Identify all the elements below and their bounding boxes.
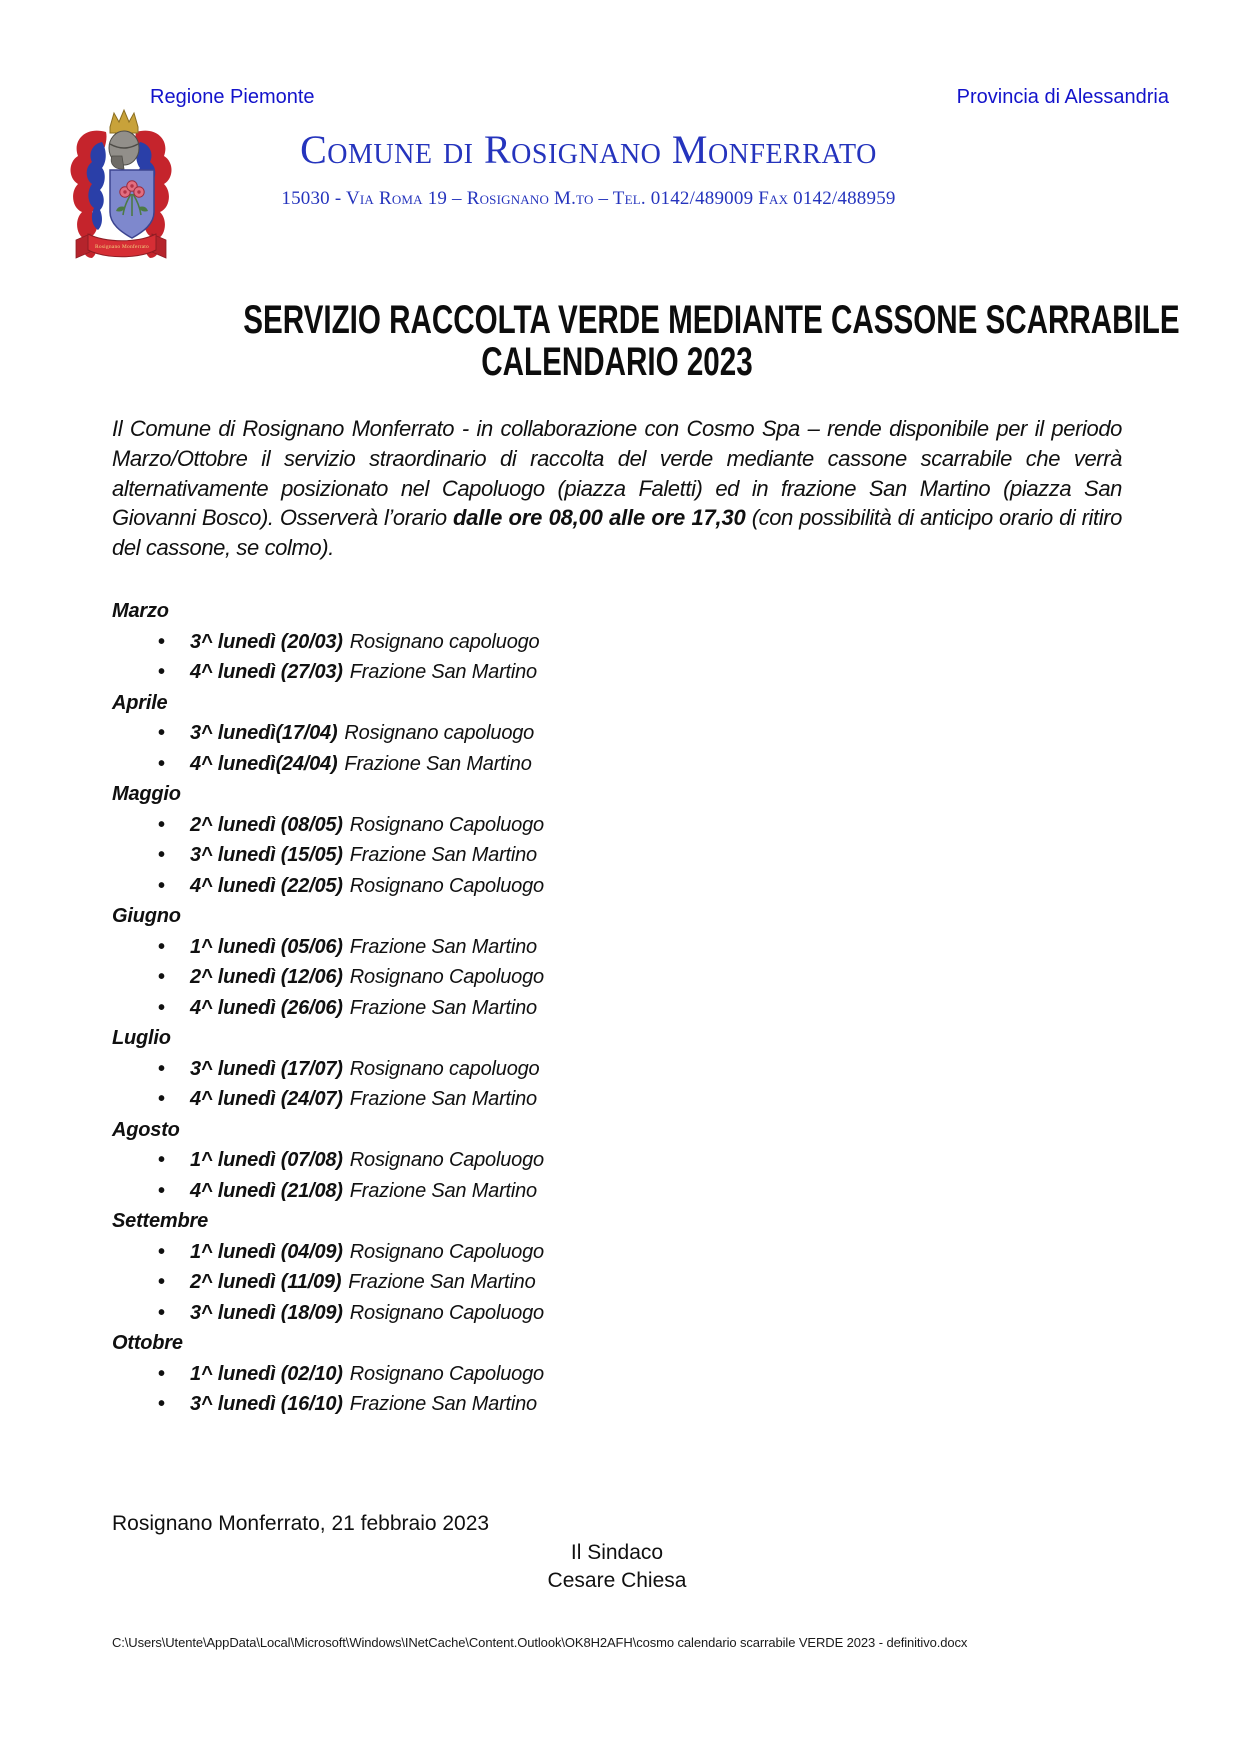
month-block xyxy=(112,901,1122,1023)
entry-date: 3^ lunedì(17/04) xyxy=(190,722,338,744)
calendar-entry xyxy=(112,932,1122,963)
month-name: Luglio xyxy=(112,1027,171,1049)
entry-location: Frazione San Martino xyxy=(349,1393,537,1415)
calendar-entry xyxy=(112,1176,1122,1207)
bullet-icon: • xyxy=(158,1088,165,1110)
bullet-icon: • xyxy=(158,752,165,775)
entry-date: 2^ lunedì (12/06) xyxy=(190,966,343,988)
entry-location: Frazione San Martino xyxy=(349,844,537,866)
entry-location: Rosignano capoluogo xyxy=(344,722,535,744)
intro-hours-bold: dalle ore 08,00 alle ore 17,30 xyxy=(453,505,746,531)
entry-date: 3^ lunedì (15/05) xyxy=(190,844,343,866)
entry-date: 4^ lunedì (21/08) xyxy=(190,1179,343,1202)
entry-location: Frazione San Martino xyxy=(348,1271,536,1293)
entry-location: Frazione San Martino xyxy=(349,1088,537,1110)
month-block xyxy=(112,1115,1122,1207)
calendar-entry xyxy=(112,1054,1122,1085)
bullet-icon: • xyxy=(158,1057,165,1080)
intro-paragraph xyxy=(112,414,1122,563)
month-block xyxy=(112,596,1122,688)
entry-location: Frazione San Martino xyxy=(349,1179,537,1202)
entry-location: Rosignano capoluogo xyxy=(349,630,540,653)
calendar-entry xyxy=(112,871,1122,902)
dateline: Rosignano Monferrato, 21 febbraio 2023 xyxy=(112,1512,490,1535)
month-name: Agosto xyxy=(112,1118,180,1141)
calendar-list xyxy=(112,596,1122,1420)
file-path: C:\Users\Utente\AppData\Local\Microsoft\Windows\INetCache\Content.Outlook\OK8H2AFH\cosmo calendario scarrabile VERDE 2023 - definitivo.docx xyxy=(112,1635,968,1650)
bullet-icon: • xyxy=(158,1149,165,1171)
entry-date: 3^ lunedì (20/03) xyxy=(190,630,343,653)
calendar-entry xyxy=(112,657,1122,688)
entry-date: 1^ lunedì (04/09) xyxy=(190,1240,343,1263)
entry-location: Rosignano capoluogo xyxy=(349,1057,540,1080)
month-name: Settembre xyxy=(112,1210,209,1232)
bullet-icon: • xyxy=(158,1301,165,1324)
entry-location: Rosignano Capoluogo xyxy=(349,966,544,988)
entry-location: Rosignano Capoluogo xyxy=(349,1362,544,1385)
signature-role: Il Sindaco xyxy=(570,1541,664,1564)
calendar-entry xyxy=(112,810,1122,841)
entry-date: 4^ lunedì (22/05) xyxy=(190,874,343,897)
calendar-entry xyxy=(112,1237,1122,1268)
calendar-entry xyxy=(112,1145,1122,1176)
month-entries xyxy=(112,1145,1122,1206)
entry-location: Frazione San Martino xyxy=(349,661,537,683)
month-entries xyxy=(112,627,1122,688)
intro-text-before: Il Comune di Rosignano Monferrato - in collaborazione con Cosmo Spa – rende disponibile per il periodo Marzo/Ottobre il servizio straordinario di raccolta del verde mediante cassone scarrabile che verrà alternativamente posizionato nel Capoluogo (piazza Faletti) ed in frazione San Martino (piazza San Giovanni Bosco). Osserverà l’orario xyxy=(112,416,1122,531)
calendar-entry xyxy=(112,962,1122,993)
document-title xyxy=(112,298,1180,384)
month-block xyxy=(112,779,1122,901)
calendar-entry xyxy=(112,749,1122,780)
entry-location: Rosignano Capoluogo xyxy=(349,813,544,836)
month-block xyxy=(112,688,1122,780)
entry-date: 3^ lunedì (16/10) xyxy=(190,1393,343,1415)
bullet-icon: • xyxy=(158,996,165,1019)
month-entries xyxy=(112,1359,1122,1420)
month-entries xyxy=(112,718,1122,779)
bullet-icon: • xyxy=(158,630,165,653)
entry-date: 3^ lunedì (17/07) xyxy=(190,1057,343,1080)
calendar-entry xyxy=(112,1084,1122,1115)
month-entries xyxy=(112,932,1122,1024)
entry-location: Rosignano Capoluogo xyxy=(349,1240,544,1263)
bullet-icon: • xyxy=(158,1393,165,1415)
intro-text-after: (con possibilità di anticipo orario di ritiro del cassone, se colmo). xyxy=(112,505,1122,561)
region-label: Regione Piemonte xyxy=(150,86,315,108)
bullet-icon: • xyxy=(158,874,165,897)
entry-location: Rosignano Capoluogo xyxy=(349,1149,544,1171)
month-name: Giugno xyxy=(112,905,181,927)
entry-date: 1^ lunedì (07/08) xyxy=(190,1149,343,1171)
entry-date: 2^ lunedì (11/09) xyxy=(190,1271,342,1293)
commune-name: Comune di Rosignano Monferrato xyxy=(300,127,877,172)
province-label: Provincia di Alessandria xyxy=(956,86,1169,108)
entry-date: 4^ lunedì (27/03) xyxy=(190,661,343,683)
bullet-icon: • xyxy=(158,1362,165,1385)
crest-ribbon-text: Rosignano Monferrato xyxy=(95,244,149,250)
month-entries xyxy=(112,810,1122,902)
document-title-line1: SERVIZIO RACCOLTA VERDE MEDIANTE CASSONE SCARRABILE xyxy=(243,298,1180,342)
month-block xyxy=(112,1328,1122,1420)
entry-date: 4^ lunedì(24/04) xyxy=(190,752,338,775)
bullet-icon: • xyxy=(158,935,165,958)
entry-location: Frazione San Martino xyxy=(349,935,537,958)
calendar-entry xyxy=(112,718,1122,749)
entry-date: 4^ lunedì (24/07) xyxy=(190,1088,343,1110)
month-block xyxy=(112,1206,1122,1328)
bullet-icon: • xyxy=(158,661,165,683)
calendar-entry xyxy=(112,993,1122,1024)
month-entries xyxy=(112,1054,1122,1115)
entry-location: Rosignano Capoluogo xyxy=(349,874,544,897)
entry-location: Frazione San Martino xyxy=(344,752,532,775)
calendar-entry xyxy=(112,1267,1122,1298)
calendar-entry xyxy=(112,627,1122,658)
calendar-entry xyxy=(112,840,1122,871)
calendar-entry xyxy=(112,1359,1122,1390)
month-name: Marzo xyxy=(112,600,169,622)
month-block xyxy=(112,1023,1122,1115)
entry-location: Rosignano Capoluogo xyxy=(349,1301,544,1324)
bullet-icon: • xyxy=(158,1271,165,1293)
entry-location: Frazione San Martino xyxy=(349,996,537,1019)
calendar-entry xyxy=(112,1389,1122,1420)
bullet-icon: • xyxy=(158,1240,165,1263)
month-name: Ottobre xyxy=(112,1332,183,1354)
bullet-icon: • xyxy=(158,722,165,744)
document-title-line2: CALENDARIO 2023 xyxy=(481,340,753,384)
entry-date: 3^ lunedì (18/09) xyxy=(190,1301,343,1324)
bullet-icon: • xyxy=(158,813,165,836)
month-entries xyxy=(112,1237,1122,1329)
commune-address: 15030 - Via Roma 19 – Rosignano M.to – Tel. 0142/489009 Fax 0142/488959 xyxy=(281,188,896,209)
entry-date: 2^ lunedì (08/05) xyxy=(190,813,343,836)
month-name: Aprile xyxy=(112,691,168,714)
bullet-icon: • xyxy=(158,966,165,988)
signature-name: Cesare Chiesa xyxy=(547,1569,687,1592)
entry-date: 1^ lunedì (02/10) xyxy=(190,1362,343,1385)
entry-date: 1^ lunedì (05/06) xyxy=(190,935,343,958)
month-name: Maggio xyxy=(112,783,181,805)
entry-date: 4^ lunedì (26/06) xyxy=(190,996,343,1019)
bullet-icon: • xyxy=(158,844,165,866)
bullet-icon: • xyxy=(158,1179,165,1202)
calendar-entry xyxy=(112,1298,1122,1329)
